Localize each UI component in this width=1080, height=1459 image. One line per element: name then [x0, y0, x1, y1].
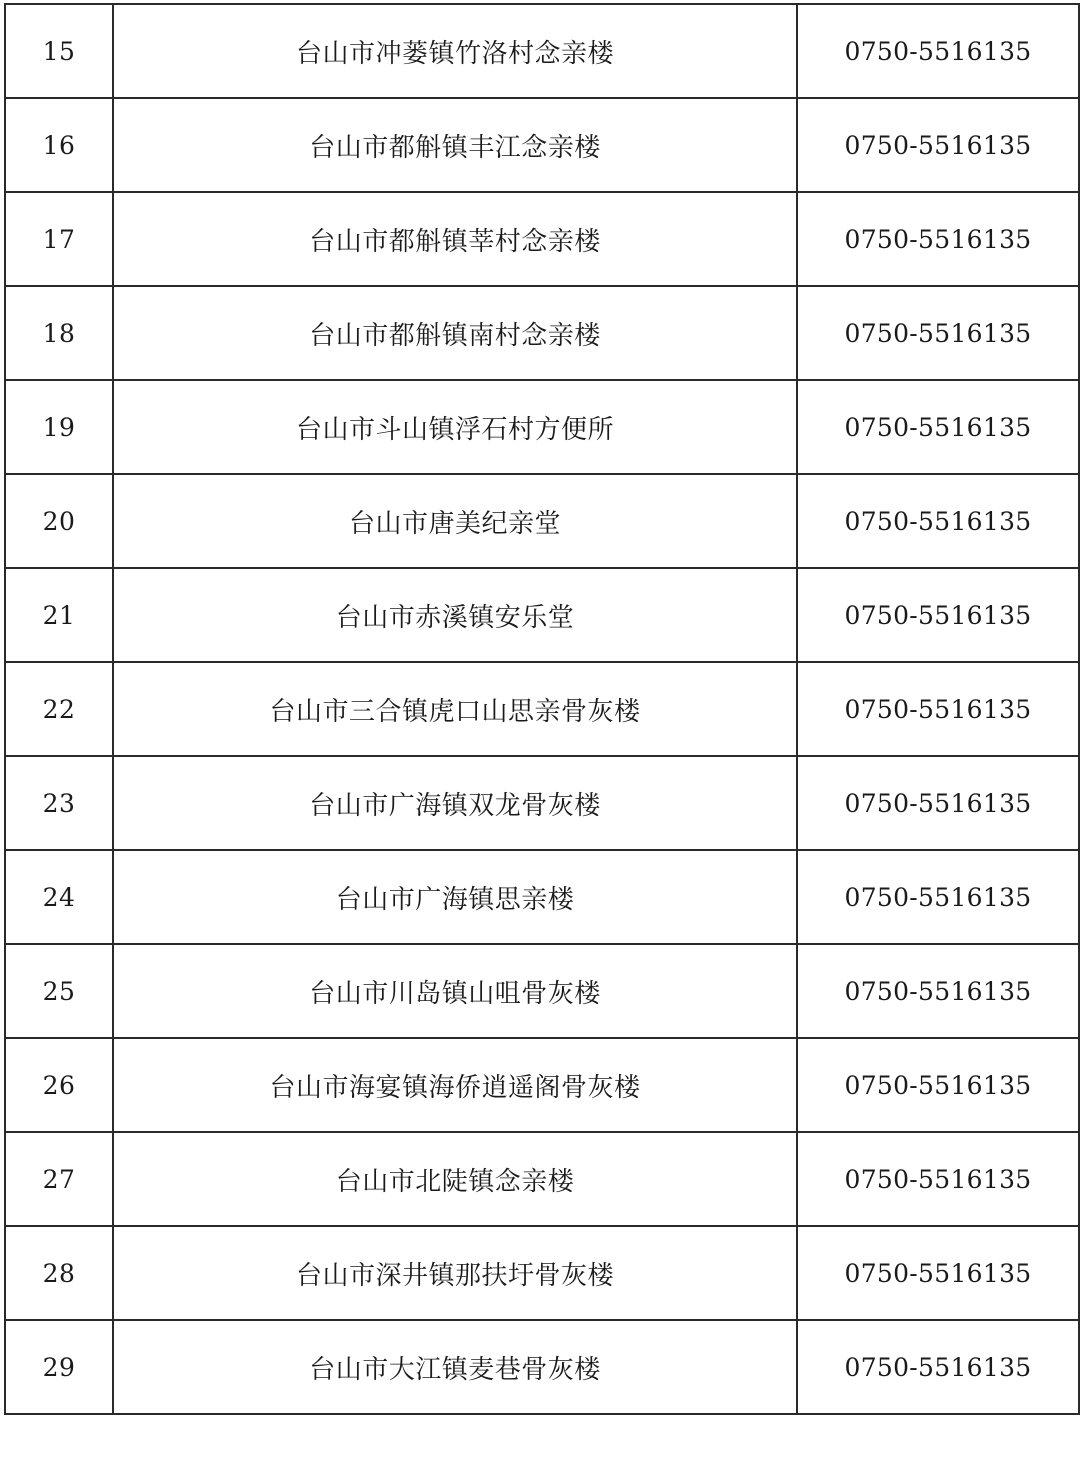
phone-number: 0750-5516135 — [797, 1038, 1079, 1132]
row-number: 20 — [5, 474, 113, 568]
row-number: 27 — [5, 1132, 113, 1226]
facility-name: 台山市北陡镇念亲楼 — [113, 1132, 797, 1226]
facility-name: 台山市斗山镇浮石村方便所 — [113, 380, 797, 474]
phone-number: 0750-5516135 — [797, 568, 1079, 662]
table-row — [5, 1226, 1079, 1320]
phone-number: 0750-5516135 — [797, 286, 1079, 380]
row-number: 21 — [5, 568, 113, 662]
phone-number: 0750-5516135 — [797, 474, 1079, 568]
table-row — [5, 944, 1079, 1038]
facility-name: 台山市都斛镇莘村念亲楼 — [113, 192, 797, 286]
row-number: 25 — [5, 944, 113, 1038]
table-row — [5, 286, 1079, 380]
table-row — [5, 192, 1079, 286]
phone-number: 0750-5516135 — [797, 1132, 1079, 1226]
table-row — [5, 4, 1079, 98]
table-row — [5, 850, 1079, 944]
table-row — [5, 1320, 1079, 1414]
row-number: 23 — [5, 756, 113, 850]
row-number: 19 — [5, 380, 113, 474]
row-number: 28 — [5, 1226, 113, 1320]
facility-name: 台山市唐美纪亲堂 — [113, 474, 797, 568]
facility-name: 台山市冲蒌镇竹洛村念亲楼 — [113, 4, 797, 98]
phone-number: 0750-5516135 — [797, 1226, 1079, 1320]
phone-number: 0750-5516135 — [797, 850, 1079, 944]
facility-table — [4, 3, 1080, 1415]
table-row — [5, 568, 1079, 662]
row-number: 22 — [5, 662, 113, 756]
row-number: 24 — [5, 850, 113, 944]
facility-table-body — [5, 4, 1079, 1414]
table-row — [5, 662, 1079, 756]
table-row — [5, 474, 1079, 568]
facility-name: 台山市深井镇那扶圩骨灰楼 — [113, 1226, 797, 1320]
phone-number: 0750-5516135 — [797, 1320, 1079, 1414]
table-row — [5, 98, 1079, 192]
row-number: 29 — [5, 1320, 113, 1414]
phone-number: 0750-5516135 — [797, 98, 1079, 192]
facility-name: 台山市都斛镇南村念亲楼 — [113, 286, 797, 380]
row-number: 17 — [5, 192, 113, 286]
phone-number: 0750-5516135 — [797, 944, 1079, 1038]
table-row — [5, 756, 1079, 850]
facility-name: 台山市川岛镇山咀骨灰楼 — [113, 944, 797, 1038]
facility-name: 台山市三合镇虎口山思亲骨灰楼 — [113, 662, 797, 756]
row-number: 26 — [5, 1038, 113, 1132]
table-row — [5, 1132, 1079, 1226]
row-number: 15 — [5, 4, 113, 98]
row-number: 18 — [5, 286, 113, 380]
facility-name: 台山市大江镇麦巷骨灰楼 — [113, 1320, 797, 1414]
phone-number: 0750-5516135 — [797, 192, 1079, 286]
phone-number: 0750-5516135 — [797, 662, 1079, 756]
facility-table-container — [4, 3, 1078, 1415]
facility-name: 台山市都斛镇丰江念亲楼 — [113, 98, 797, 192]
facility-name: 台山市广海镇双龙骨灰楼 — [113, 756, 797, 850]
row-number: 16 — [5, 98, 113, 192]
facility-name: 台山市赤溪镇安乐堂 — [113, 568, 797, 662]
facility-name: 台山市广海镇思亲楼 — [113, 850, 797, 944]
facility-name: 台山市海宴镇海侨逍遥阁骨灰楼 — [113, 1038, 797, 1132]
phone-number: 0750-5516135 — [797, 380, 1079, 474]
table-row — [5, 1038, 1079, 1132]
phone-number: 0750-5516135 — [797, 756, 1079, 850]
table-row — [5, 380, 1079, 474]
phone-number: 0750-5516135 — [797, 4, 1079, 98]
